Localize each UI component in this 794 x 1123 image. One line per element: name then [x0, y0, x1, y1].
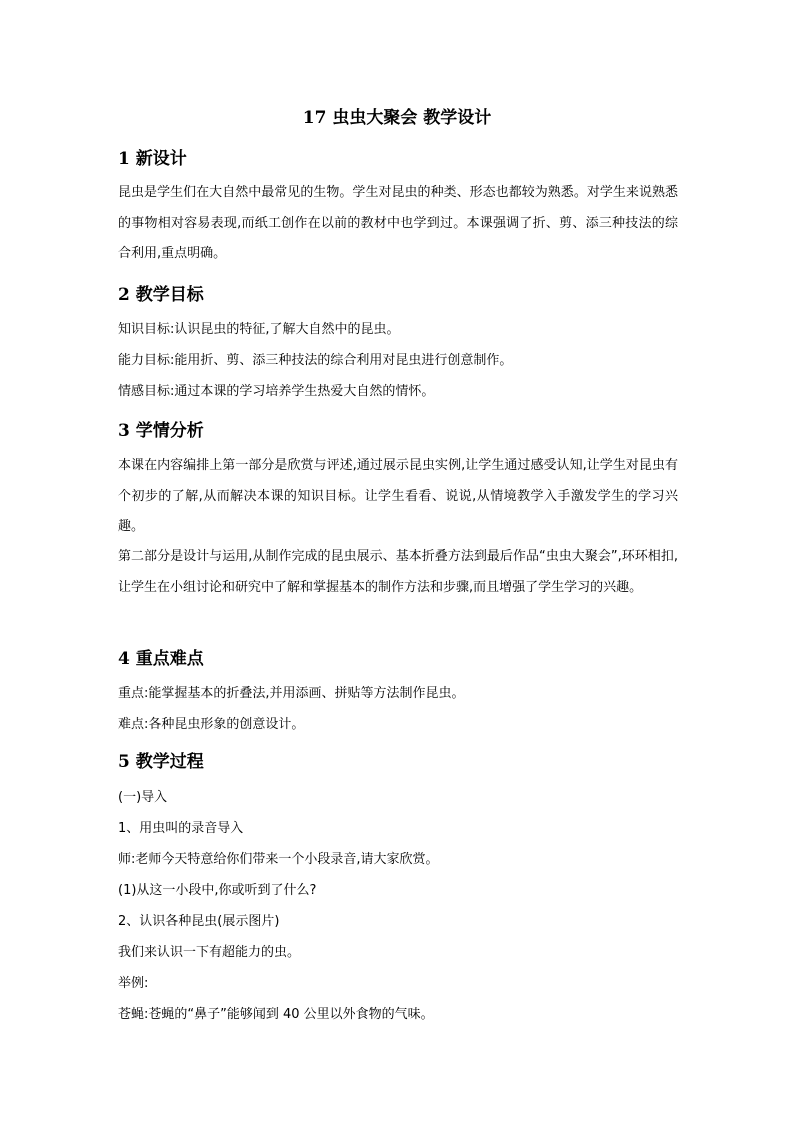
knowledge-goal: 知识目标:认识昆虫的特征,了解大自然中的昆虫。 — [118, 322, 400, 337]
process-line: 师:老师今天特意给你们带来一个小段录音,请大家欣赏。 — [118, 852, 439, 867]
process-line: 1、用虫叫的录音导入 — [118, 821, 244, 836]
section-4-heading: 4 重点难点 — [118, 649, 204, 669]
process-line: 举例: — [118, 976, 149, 991]
process-line: (一)导入 — [118, 790, 168, 805]
process-line: 2、认识各种昆虫(展示图片) — [118, 914, 280, 929]
section-3-heading: 3 学情分析 — [118, 421, 204, 441]
process-line: (1)从这一小段中,你或听到了什么? — [118, 883, 317, 898]
section-3-paragraph-2: 第二部分是设计与运用,从制作完成的昆虫展示、基本折叠方法到最后作品“虫虫大聚会”,环环相扣,让学生在小组讨论和研究中了解和掌握基本的制作方法和步骤,而且增强了学生学习的兴趣。 — [118, 549, 678, 595]
process-line: 苍蝇:苍蝇的“鼻子”能够闻到 40 公里以外食物的气味。 — [118, 1007, 434, 1022]
difficult-point: 难点:各种昆虫形象的创意设计。 — [118, 717, 305, 732]
document-title: 17 虫虫大聚会 教学设计 — [302, 108, 492, 128]
section-1-heading: 1 新设计 — [118, 149, 187, 169]
section-5-heading: 5 教学过程 — [118, 752, 204, 772]
key-point: 重点:能掌握基本的折叠法,并用添画、拼贴等方法制作昆虫。 — [118, 686, 465, 701]
ability-goal: 能力目标:能用折、剪、添三种技法的综合利用对昆虫进行创意制作。 — [118, 353, 513, 368]
process-line: 我们来认识一下有超能力的虫。 — [118, 945, 301, 960]
section-2-heading: 2 教学目标 — [118, 285, 204, 305]
section-1-paragraph: 昆虫是学生们在大自然中最常见的生物。学生对昆虫的种类、形态也都较为熟悉。对学生来说熟悉的事物相对容易表现,而纸工创作在以前的教材中也学到过。本课强调了折、剪、添三种技法的综合利用,重点明确。 — [118, 185, 678, 261]
emotion-goal: 情感目标:通过本课的学习培养学生热爱大自然的情怀。 — [118, 384, 435, 399]
section-3-paragraph-1: 本课在内容编排上第一部分是欣赏与评述,通过展示昆虫实例,让学生通过感受认知,让学生对昆虫有个初步的了解,从而解决本课的知识目标。让学生看看、说说,从情境教学入手激发学生的学习兴趣。 — [118, 458, 678, 534]
